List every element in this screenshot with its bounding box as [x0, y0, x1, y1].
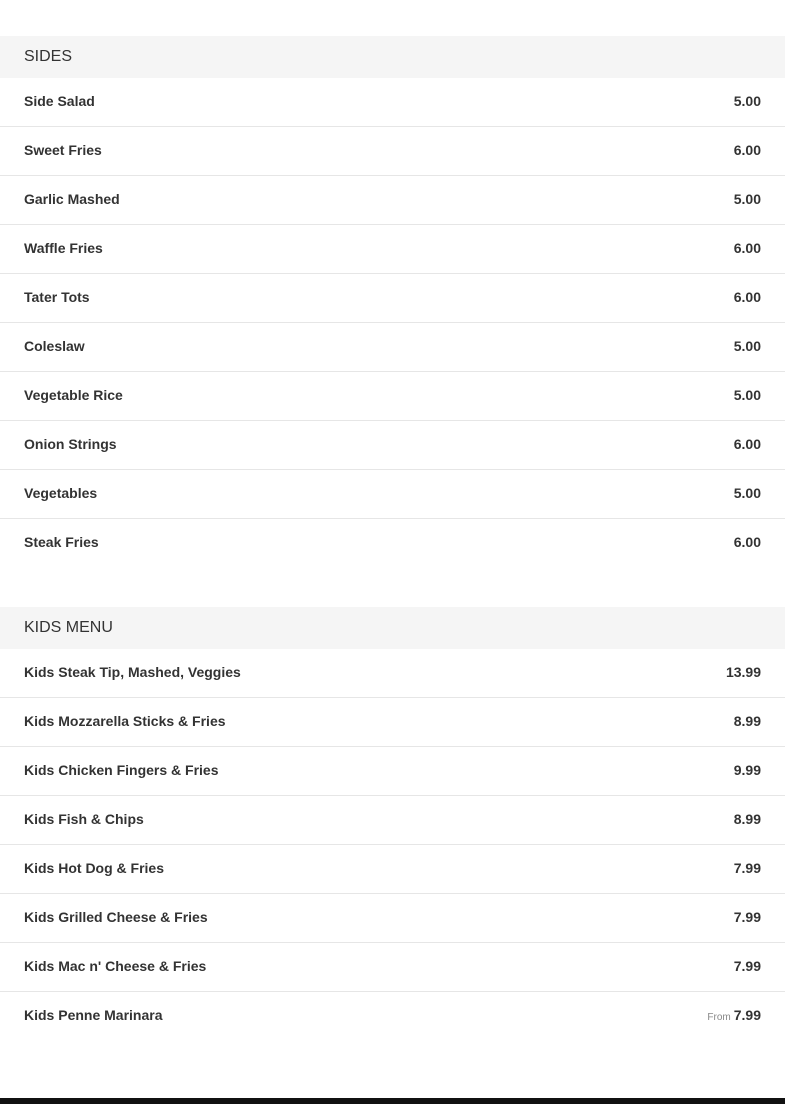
item-price: 6.00: [733, 240, 761, 256]
section-title-sides: SIDES: [0, 36, 785, 78]
item-price: 6.00: [733, 142, 761, 158]
item-price: 7.99: [733, 958, 761, 974]
menu-item[interactable]: [0, 225, 785, 274]
item-price: 5.00: [733, 485, 761, 501]
menu-item[interactable]: [0, 943, 785, 992]
item-name: Kids Fish & Chips: [24, 811, 144, 827]
item-name: Side Salad: [24, 93, 95, 109]
item-name: Onion Strings: [24, 436, 117, 452]
menu-item[interactable]: [0, 992, 785, 1041]
item-name: Kids Mac n' Cheese & Fries: [24, 958, 207, 974]
item-name: Sweet Fries: [24, 142, 102, 158]
menu-item[interactable]: [0, 894, 785, 943]
menu-item[interactable]: [0, 78, 785, 127]
menu-item[interactable]: [0, 649, 785, 698]
menu-item[interactable]: [0, 127, 785, 176]
item-name: Kids Hot Dog & Fries: [24, 860, 165, 876]
item-name: Kids Chicken Fingers & Fries: [24, 762, 219, 778]
menu-item[interactable]: [0, 796, 785, 845]
footer-bar: [0, 1098, 785, 1104]
item-price: 5.00: [733, 338, 761, 354]
item-price-group: [707, 1007, 761, 1023]
menu-item[interactable]: [0, 176, 785, 225]
menu-item[interactable]: [0, 372, 785, 421]
item-name: Tater Tots: [24, 289, 90, 305]
menu-item[interactable]: [0, 747, 785, 796]
item-price: 5.00: [733, 191, 761, 207]
menu-item[interactable]: [0, 421, 785, 470]
menu-item[interactable]: [0, 274, 785, 323]
menu-item[interactable]: [0, 698, 785, 747]
menu-item[interactable]: [0, 519, 785, 568]
item-price: 6.00: [733, 534, 761, 550]
item-price: 5.00: [733, 387, 761, 403]
item-name: Coleslaw: [24, 338, 85, 354]
item-price: 13.99: [725, 664, 761, 680]
item-price: 6.00: [733, 289, 761, 305]
item-price: 5.00: [733, 93, 761, 109]
item-price: 6.00: [733, 436, 761, 452]
item-name: Waffle Fries: [24, 240, 103, 256]
section-title-kids-menu: KIDS MENU: [0, 607, 785, 649]
item-name: Kids Penne Marinara: [24, 1007, 163, 1023]
sides-section: [0, 36, 785, 568]
menu-item[interactable]: [0, 845, 785, 894]
item-name: Vegetable Rice: [24, 387, 123, 403]
item-price: 9.99: [733, 762, 761, 778]
menu-item[interactable]: [0, 323, 785, 372]
price-from-label: From: [707, 1012, 731, 1023]
menu-item[interactable]: [0, 470, 785, 519]
item-name: Kids Steak Tip, Mashed, Veggies: [24, 664, 241, 680]
item-name: Vegetables: [24, 485, 98, 501]
item-price: 7.99: [733, 909, 761, 925]
item-name: Garlic Mashed: [24, 191, 120, 207]
item-name: Kids Mozzarella Sticks & Fries: [24, 713, 226, 729]
item-price: 8.99: [733, 713, 761, 729]
item-name: Steak Fries: [24, 534, 99, 550]
item-price: 7.99: [733, 860, 761, 876]
item-price: 8.99: [733, 811, 761, 827]
kids-menu-section: [0, 607, 785, 1041]
item-name: Kids Grilled Cheese & Fries: [24, 909, 208, 925]
item-price: 7.99: [733, 1007, 761, 1023]
